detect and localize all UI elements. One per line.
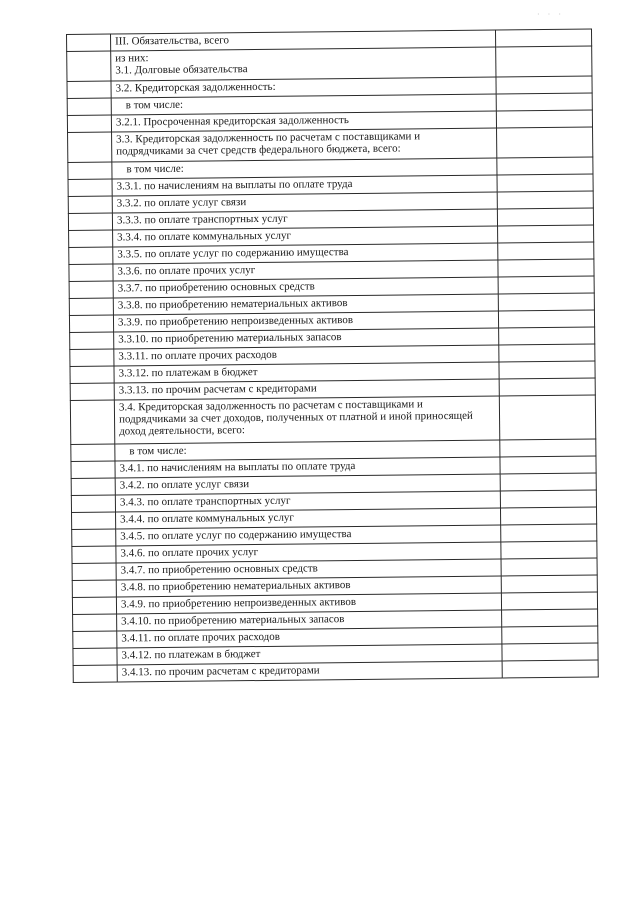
row-value-cell <box>502 626 598 644</box>
row-number-cell <box>68 162 112 179</box>
row-value-cell <box>497 174 593 192</box>
row-number-cell <box>70 332 114 349</box>
row-value-cell <box>498 259 594 277</box>
row-label-cell <box>112 128 497 162</box>
row-label-line: 3.3.2. по оплате услуг связи <box>116 196 247 210</box>
row-number-cell <box>68 213 112 230</box>
row-label-line: 3.4.2. по оплате услуг связи <box>119 478 250 492</box>
row-label-line: 3.3.12. по платежам в бюджет <box>118 366 258 380</box>
row-number-cell <box>73 631 117 648</box>
row-label-line: 3.3.13. по прочим расчетам с кредиторами <box>118 382 317 397</box>
row-number-cell <box>72 563 116 580</box>
row-label-line: 3.4.4. по оплате коммунальных услуг <box>120 511 294 526</box>
row-value-cell <box>500 456 596 474</box>
row-label-line: 3.3.3. по оплате транспортных услуг <box>116 212 288 227</box>
row-value-cell <box>495 29 591 47</box>
row-label-line: 3.3. Кредиторская задолженность по расчетам с поставщиками и <box>116 130 421 146</box>
row-value-cell <box>500 490 596 508</box>
row-number-cell <box>72 546 116 563</box>
row-value-cell <box>499 361 595 379</box>
row-number-cell <box>68 132 112 162</box>
row-label-line: 3.4.12. по платежам в бюджет <box>121 647 261 662</box>
row-label-line: 3.3.4. по оплате коммунальных услуг <box>117 229 292 244</box>
row-label-line: 3.4.13. по прочим расчетам с кредиторами <box>121 664 320 679</box>
row-label-line: 3.4.5. по оплате услуг по содержанию имущества <box>120 528 352 543</box>
row-value-cell <box>497 127 593 158</box>
row-value-cell <box>496 46 592 77</box>
row-label-line: 3.4.10. по приобретению материальных запасов <box>121 613 345 628</box>
row-number-cell <box>69 315 113 332</box>
row-label-line: 3.4.1. по начислениям на выплаты по оплате труда <box>119 459 356 475</box>
row-label-cell <box>111 47 496 81</box>
scan-specks: · · · <box>537 10 564 19</box>
row-number-cell <box>67 34 111 51</box>
row-number-cell <box>73 648 117 665</box>
document-page <box>66 28 599 682</box>
row-number-cell <box>72 580 116 597</box>
row-label-line: 3.3.1. по начислениям на выплаты по оплате труда <box>116 178 353 193</box>
row-value-cell <box>498 310 594 328</box>
row-value-cell <box>500 473 596 491</box>
row-value-cell <box>497 191 593 209</box>
row-value-cell <box>500 439 596 457</box>
row-value-cell <box>498 276 594 294</box>
row-value-cell <box>497 208 593 226</box>
row-label-line: доход деятельности, всего: <box>119 424 245 438</box>
row-value-cell <box>496 76 592 94</box>
row-number-cell <box>73 614 117 631</box>
row-number-cell <box>71 461 115 478</box>
row-value-cell <box>496 93 592 111</box>
row-label-line: 3.3.5. по оплате услуг по содержанию имущества <box>117 246 349 261</box>
row-label-line: подрядчиками за счет доходов, полученных от платной и иной приносящей <box>118 409 473 426</box>
row-label-line: 3.3.10. по приобретению материальных запасов <box>118 331 342 346</box>
row-label-cell <box>117 661 502 682</box>
table-row <box>70 395 595 444</box>
row-label-line: 3.3.11. по оплате прочих расходов <box>118 348 278 363</box>
row-label-line: 3.4. Кредиторская задолженность по расчетам с поставщиками и <box>118 398 423 414</box>
row-number-cell <box>70 349 114 366</box>
row-number-cell <box>71 444 115 461</box>
row-label-line: 3.4.11. по оплате прочих расходов <box>121 630 280 645</box>
row-label-line: 3.4.7. по приобретению основных средств <box>120 562 318 577</box>
row-label-line: 3.4.6. по оплате прочих услуг <box>120 546 259 560</box>
row-label-line: 3.4.3. по оплате транспортных услуг <box>119 494 291 509</box>
row-number-cell <box>72 529 116 546</box>
row-number-cell <box>69 247 113 264</box>
row-number-cell <box>67 81 111 98</box>
row-value-cell <box>501 575 597 593</box>
row-value-cell <box>499 344 595 362</box>
row-value-cell <box>502 643 598 661</box>
row-number-cell <box>68 179 112 196</box>
row-number-cell <box>68 196 112 213</box>
row-number-cell <box>70 400 114 444</box>
row-number-cell <box>72 597 116 614</box>
row-number-cell <box>69 281 113 298</box>
row-label-line: в том числе: <box>126 162 184 176</box>
row-number-cell <box>72 512 116 529</box>
row-label-line: 3.3.8. по приобретению нематериальных активов <box>117 297 348 312</box>
row-value-cell <box>499 327 595 345</box>
row-number-cell <box>67 51 111 81</box>
row-value-cell <box>501 524 597 542</box>
row-label-cell <box>114 396 499 444</box>
row-number-cell <box>69 298 113 315</box>
table-body <box>67 29 599 682</box>
row-value-cell <box>498 242 594 260</box>
row-label-line: 3.2.1. Просроченная кредиторская задолженность <box>115 114 349 129</box>
row-value-cell <box>499 395 595 440</box>
obligations-table <box>66 28 599 682</box>
row-label-line: из них: <box>115 52 149 65</box>
row-value-cell <box>502 660 598 678</box>
row-number-cell <box>71 495 115 512</box>
row-number-cell <box>70 383 114 400</box>
row-label-line: III. Обязательства, всего <box>115 34 229 48</box>
row-value-cell <box>500 507 596 525</box>
row-label-line: 3.3.6. по оплате прочих услуг <box>117 264 256 278</box>
row-number-cell <box>69 230 113 247</box>
row-number-cell <box>71 478 115 495</box>
row-label-line: 3.4.8. по приобретению нематериальных активов <box>120 579 351 594</box>
row-label-line: 3.2. Кредиторская задолженность: <box>115 80 276 95</box>
row-label-line: подрядчиками за счет средств федерального бюджета, всего: <box>116 142 401 158</box>
row-label-line: 3.1. Долговые обязательства <box>115 63 248 77</box>
row-value-cell <box>497 157 593 175</box>
row-value-cell <box>502 609 598 627</box>
row-label-line: в том числе: <box>125 98 184 112</box>
row-number-cell <box>73 665 117 682</box>
row-value-cell <box>501 541 597 559</box>
row-value-cell <box>498 225 594 243</box>
row-label-line: в том числе: <box>129 444 187 458</box>
row-value-cell <box>501 558 597 576</box>
row-value-cell <box>496 110 592 128</box>
row-number-cell <box>70 366 114 383</box>
row-number-cell <box>67 98 111 115</box>
row-value-cell <box>499 378 595 396</box>
row-number-cell <box>69 264 113 281</box>
row-label-line: 3.4.9. по приобретению непроизведенных активов <box>120 595 357 611</box>
row-value-cell <box>498 293 594 311</box>
row-value-cell <box>501 592 597 610</box>
row-number-cell <box>67 115 111 132</box>
row-label-line: 3.3.7. по приобретению основных средств <box>117 280 315 295</box>
row-label-line: 3.3.9. по приобретению непроизведенных активов <box>117 314 354 329</box>
